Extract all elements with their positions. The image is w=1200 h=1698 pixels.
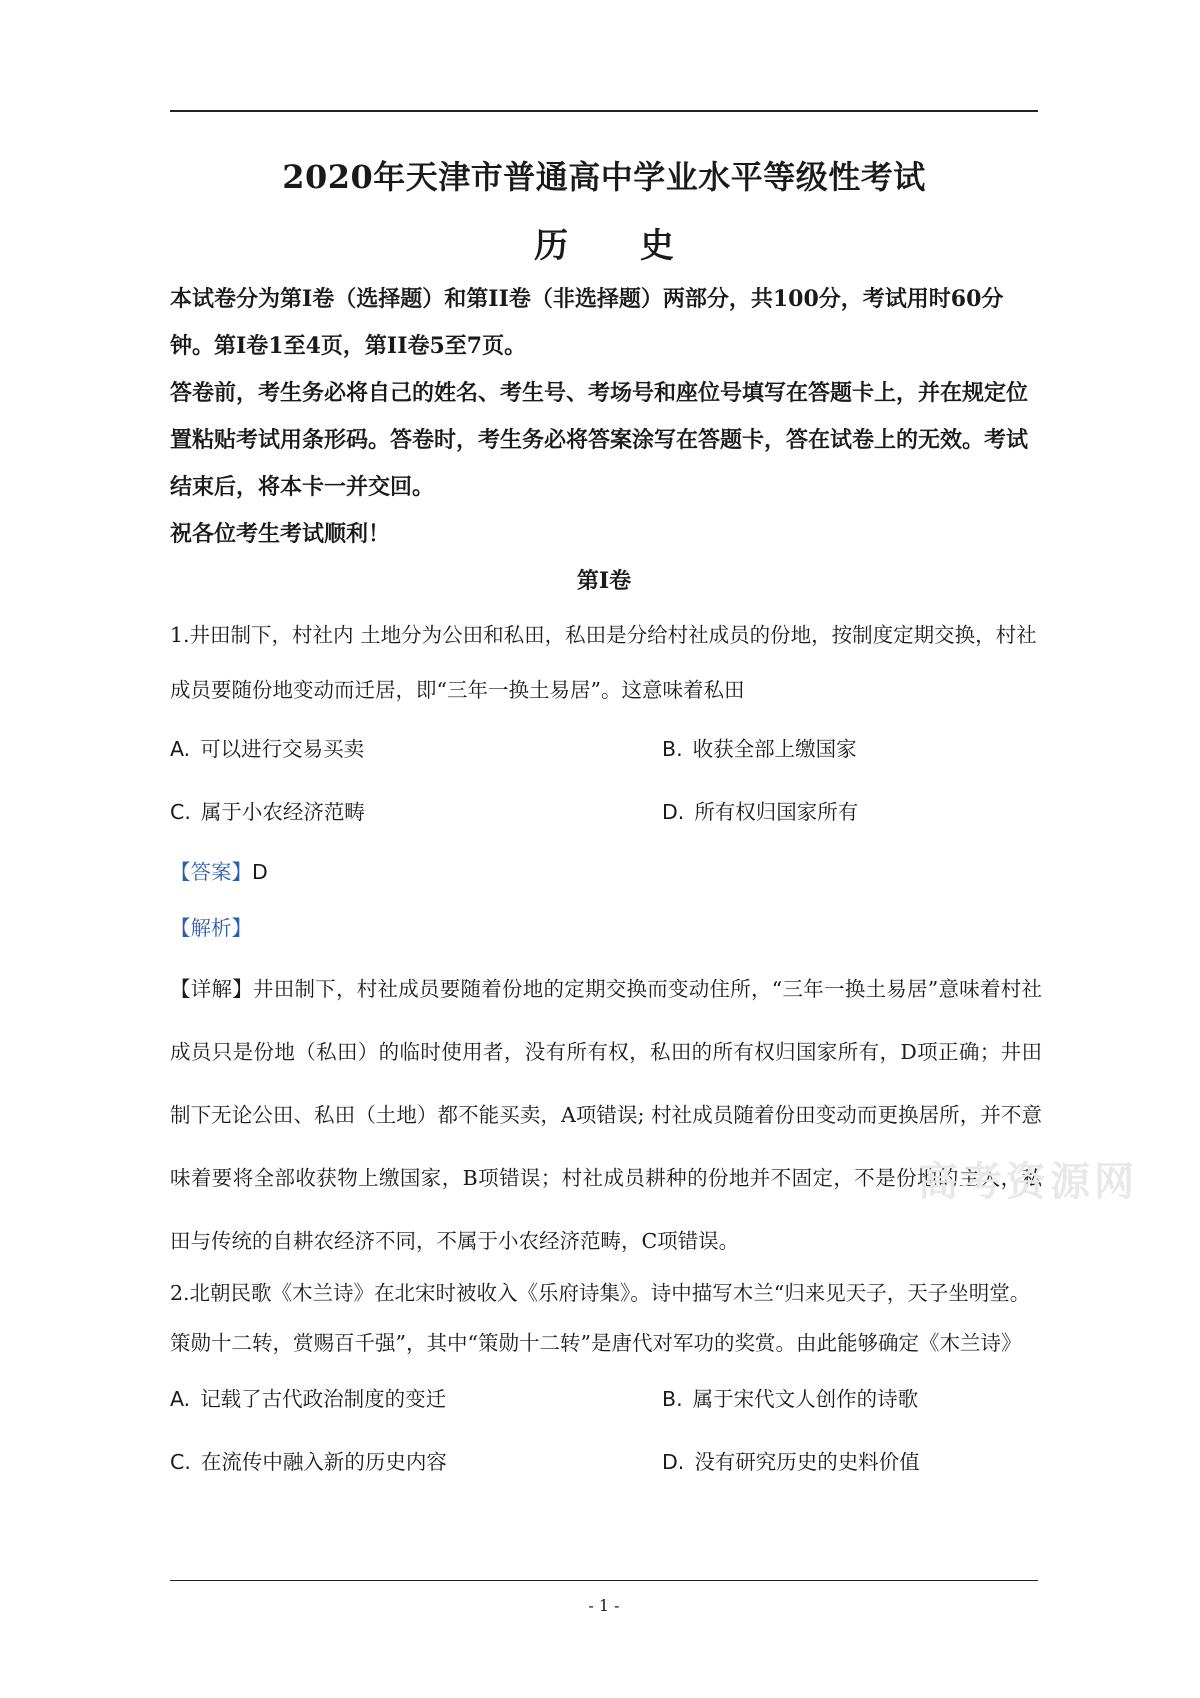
option-letter: C.	[170, 1450, 191, 1474]
option-c	[170, 1431, 662, 1494]
option-list	[170, 1368, 1042, 1494]
question-1	[170, 608, 1042, 844]
section-title: 第I卷	[576, 568, 632, 594]
option-letter: A.	[170, 1387, 191, 1411]
watermark: 高考资源网	[918, 1158, 1138, 1205]
exam-title: 2020年天津市普通高中学业水平等级性考试	[282, 158, 926, 196]
answer-line	[170, 852, 268, 892]
header-rule	[170, 110, 1038, 112]
option-letter: B.	[662, 737, 683, 761]
analysis-tag: 【解析】	[170, 916, 252, 940]
option-b	[662, 1368, 1042, 1431]
option-d	[662, 781, 1042, 844]
detail-tag: 【详解】	[170, 977, 254, 1001]
option-letter: A.	[170, 737, 191, 761]
option-text: 记载了古代政治制度的变迁	[200, 1387, 447, 1411]
option-list	[170, 718, 1042, 844]
option-letter: B.	[662, 1387, 683, 1411]
option-text: 所有权归国家所有	[694, 800, 859, 824]
detail-explanation	[170, 958, 1042, 1273]
option-text: 属于宋代文人创作的诗歌	[692, 1387, 919, 1411]
detail-text: 井田制下，村社成员要随着份地的定期交换而变动住所，“三年一换土易居”意味着村社成员只是份地（私田）的临时使用者，没有所有权，私田的所有权归国家所有，D项正确；井田制下无论公田、私田（土地）都不能买卖，A项错误; 村社成员随着份田变动而更换居所，并不意味着要将全部收获物上缴国家，B项错误；村社成员耕种的份地并不固定，不是份地的主人，私田与传统的自耕农经济不同，不属于小农经济范畴，C项错误。	[170, 977, 1043, 1253]
question-stem: 2.北朝民歌《木兰诗》在北宋时被收入《乐府诗集》。诗中描写木兰“归来见天子，天子坐明堂。策勋十二转，赏赐百千强”，其中“策勋十二转”是唐代对军功的奖赏。由此能够确定《木兰诗》	[170, 1281, 1031, 1355]
option-c	[170, 781, 662, 844]
answer-tag: 【答案】	[170, 860, 252, 884]
option-d	[662, 1431, 1042, 1494]
question-2	[170, 1268, 1042, 1494]
option-letter: C.	[170, 800, 191, 824]
answer-value: D	[252, 860, 268, 884]
page-number: - 1 -	[588, 1596, 620, 1615]
option-letter: D.	[662, 800, 685, 824]
option-b	[662, 718, 1042, 781]
option-text: 在流传中融入新的历史内容	[200, 1450, 447, 1474]
blessing-text: 祝各位考生考试顺利！	[170, 521, 391, 547]
option-text: 可以进行交易买卖	[200, 737, 365, 761]
instruction-paragraph: 答卷前，考生务必将自己的姓名、考生号、考场号和座位号填写在答题卡上，并在规定位置粘贴考试用条形码。答卷时，考生务必将答案涂写在答题卡，答在试卷上的无效。考试结束后，将本卡一并交回。	[170, 380, 1029, 500]
option-a	[170, 718, 662, 781]
option-text: 属于小农经济范畴	[200, 800, 365, 824]
analysis-line	[170, 908, 252, 948]
option-a	[170, 1368, 662, 1431]
subject-title: 历 史	[534, 226, 704, 266]
question-stem: 1.井田制下，村社内 土地分为公田和私田，私田是分给村社成员的份地，按制度定期交换，村社成员要随份地变动而迁居，即“三年一换土易居”。这意味着私田	[170, 623, 1037, 702]
option-text: 没有研究历史的史料价值	[694, 1450, 920, 1474]
instruction-paragraph: 本试卷分为第I卷（选择题）和第II卷（非选择题）两部分，共100分，考试用时60分钟。第I卷1至4页，第II卷5至7页。	[170, 286, 1004, 359]
footer-rule	[170, 1580, 1038, 1581]
instructions	[170, 276, 1042, 558]
option-letter: D.	[662, 1450, 685, 1474]
option-text: 收获全部上缴国家	[692, 737, 857, 761]
